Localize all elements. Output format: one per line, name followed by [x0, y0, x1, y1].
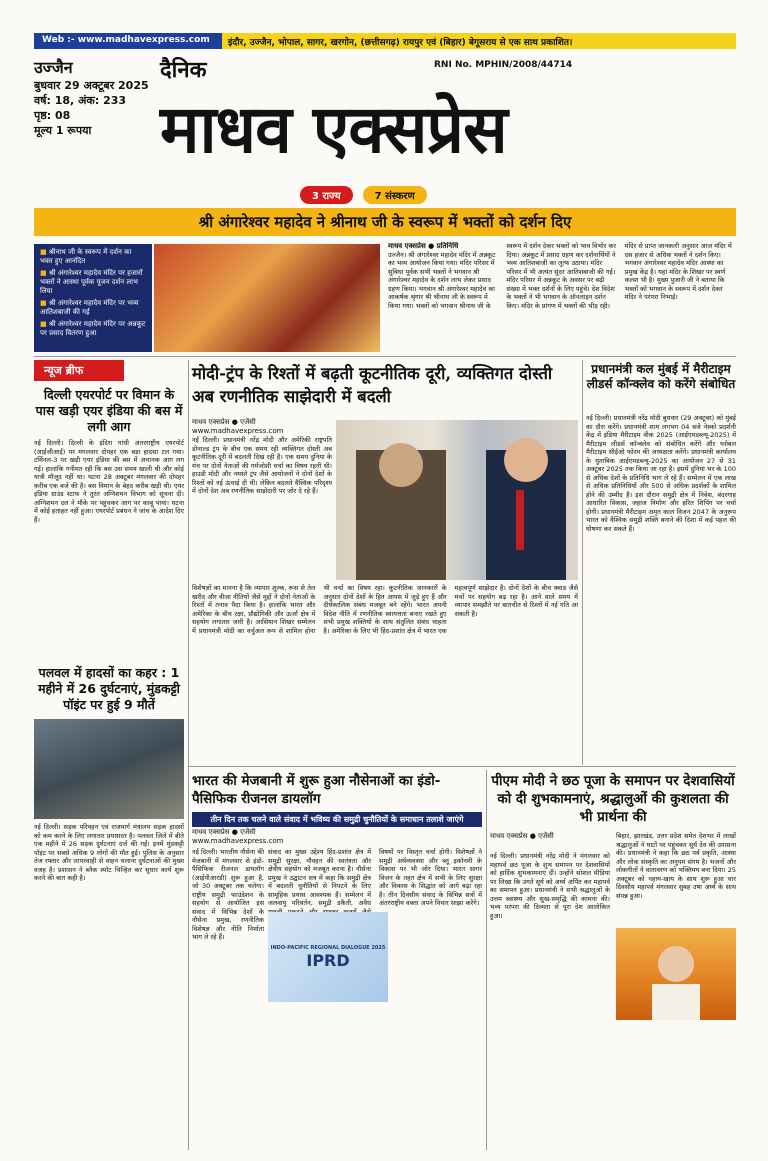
top-story-byline: माधव एक्सप्रेस ● प्रतिनिधि: [388, 242, 459, 250]
iprd-headline[interactable]: भारत की मेजबानी में शुरू हुआ नौसेनाओं का इंडो-पैसिफिक रीजनल डायलॉग: [192, 773, 441, 807]
modi-portrait-art: [616, 928, 736, 1020]
chhath-byline: माधव एक्सप्रेस ● एजेंसी: [490, 832, 554, 840]
chhath-body-2: बिहार, झारखंड, उत्तर प्रदेश समेत देशभर में लाखों श्रद्धालुओं ने घाटों पर पहुंचकर सूर्य देव की उपासना की। प्रधानमंत्री ने कहा कि छठ पर्व प्रकृति, आस्था और लोक संस्कृति का अनुपम संगम है। भजनों और लोकगीतों ने वातावरण को भक्तिमय बना दिया। 25 अक्टूबर को नहाय-खाय के साथ शुरू हुआ चार दिवसीय महापर्व मंगलवार सुबह उषा अर्घ्य के साथ संपन्न हुआ।: [616, 832, 736, 900]
modi-trump-headline[interactable]: मोदी-ट्रंप के रिश्तों में बढ़ती कूटनीतिक दूरी, व्यक्तिगत दोस्ती अब रणनीतिक साझेदारी में बदली: [192, 364, 553, 406]
divider: [188, 360, 189, 1150]
issue-date: बुधवार 29 अक्टूबर 2025: [34, 79, 149, 92]
newspaper-title: माधव एक्सप्रेस: [160, 90, 507, 168]
news-brief-column: [34, 360, 184, 1140]
iprd-body-2: संवाद का मुख्य उद्देश्य हिंद-प्रशांत क्षेत्र में समुद्री सुरक्षा, नौवहन की स्वतंत्रता और क्षेत्रीय सहयोग को मजबूत करना है। नौसेना प्रमुख ने उद्घाटन सत्र में कहा कि समुद्री क्षेत्र में बदलती चुनौतियों से निपटने के लिए सामूहिक प्रयास आवश्यक हैं। सम्मेलन में जलवायु परिवर्तन, समुद्री डकैती, अवैध विषयों पर विस्तृत चर्चा होगी। विशेषज्ञों ने समुद्री अर्थव्यवस्था और ब्लू इकॉनमी के विकास पर भी जोर दिया। भारत सागर विजन के तहत क्षेत्र में सभी के लिए सुरक्षा और विकास के सिद्धांत को आगे बढ़ा रहा है। तीन दिवसीय संवाद के विभिन्न सत्रों में अंतरराष्ट्रीय वक्ता अपने विचार साझा करेंगे।: [268, 848, 482, 907]
bullet-item: ■ श्री अंगारेश्वर महादेव मंदिर पर हजारों भक्तों ने आस्था पूर्वक पूजन दर्शन लाभ लिया: [40, 269, 146, 296]
divider: [486, 770, 487, 1150]
top-story-body: [388, 242, 736, 354]
divider: [582, 360, 583, 765]
divider: [34, 356, 736, 357]
byline-agency: माधव एक्सप्रेस ● एजेंसी: [192, 418, 256, 426]
accident-photo: [34, 719, 184, 819]
edition-pills: [300, 186, 427, 204]
modi-trump-body-2: विशेषज्ञों का मानना है कि व्यापार शुल्क, रूस से तेल खरीद और वीजा नीतियों जैसे मुद्दों ने दोनों नेताओं के रिश्तों में तनाव पैदा किया है। हालांकि भारत और अमेरिका के बीच रक्षा, प्रौद्योगिकी और ऊर्जा क्षेत्र में सहयोग लगातार जारी है। आसियान शिखर सम्मेलन में प्रधानमंत्री मोदी का वर्चुअल रूप से शामिल होना भी चर्चा का विषय रहा। कूटनीतिक जानकारों के अनुसार दोनों देशों के हित आपस में जुड़े हुए हैं और दीर्घकालिक संबंध मजबूत बने रहेंगे। भारत अपनी विदेश नीति में रणनीतिक स्वायत्तता बनाए रखते हुए सभी प्रमुख शक्तियों के साथ संतुलित संबंध चाहता है। अमेरिका के लिए भी हिंद-प्रशांत क्षेत्र में भारत एक महत्वपूर्ण साझेदार है। दोनों देशों के बीच क्वाड जैसे मंचों पर सहयोग बढ़ रहा है। आने वाले समय में व्यापार समझौते पर बातचीत से रिश्तों में नई गति आ सकती है।: [192, 584, 578, 635]
iprd-poster-logo: IPRD: [306, 950, 350, 970]
editions-label: इंदौर, उज्जैन, भोपाल, सागर, खरगोन, (छत्तीसगढ़) रायपुर एवं (बिहार) बेगूसराय से एक साथ प्रकाशित।: [222, 33, 736, 49]
byline-agency: माधव एक्सप्रेस ● एजेंसी: [192, 828, 256, 836]
modi-trump-body-1: नई दिल्ली। प्रधानमंत्री नरेंद्र मोदी और अमेरिकी राष्ट्रपति डोनाल्ड ट्रंप के बीच एक समय रही व्यक्तिगत दोस्ती अब कूटनीतिक दूरी में बदलती दिख रही है। एक समय दुनिया के मंच पर दोनों नेताओं की गर्मजोशी चर्चा का विषय रहती थी। हाउडी मोदी और नमस्ते ट्रंप जैसे आयोजनों ने दोनों देशों के रिश्तों को नई ऊंचाई दी थी। लेकिन बदलते वैश्विक परिदृश्य में दोनों देश अब रणनीतिक साझेदारी पर जोर दे रहे हैं।: [192, 436, 332, 495]
bullet-item: ■ श्रीनाथ जी के स्वरूप में दर्शन का भक्त हुए आनंदित: [40, 248, 146, 266]
edition-city: उज्जैन: [34, 58, 73, 77]
maritime-headline[interactable]: प्रधानमंत्री कल मुंबई में मैरीटाइम लीडर्स कॉन्क्लेव को करेंगे संबोधित: [586, 362, 736, 391]
top-strip: [34, 33, 736, 49]
bullet-item: ■ श्री अंगारेश्वर महादेव मंदिर पर अन्नकूट पर प्रसाद वितरण हुआ: [40, 320, 146, 338]
maritime-body: नई दिल्ली। प्रधानमंत्री नरेंद्र मोदी बुधवार (29 अक्टूबर) को मुंबई का दौरा करेंगे। प्रधानमंत्री शाम लगभग 04 बजे नेस्को प्रदर्शनी केंद्र में इंडिया मैरीटाइम वीक 2025 (आईएमडब्ल्यू-2025) में मैरीटाइम लीडर्स कॉन्क्लेव को संबोधित करेंगे और ग्लोबल मैरीटाइम सीईओ फोरम की अध्यक्षता करेंगे। प्रधानमंत्री कार्यालय के मुताबिक आईएमडब्ल्यू-2025 का आयोजन 27 से 31 अक्टूबर 2025 तक किया जा रहा है। इसमें दुनिया भर के 100 से अधिक देशों के प्रतिनिधि भाग ले रहे हैं। सम्मेलन में एक लाख से अधिक प्रतिनिधियों और 500 से अधिक प्रदर्शकों के शामिल होने की उम्मीद है। इस दौरान समुद्री क्षेत्र में निवेश, बंदरगाह आधारित विकास, जहाज निर्माण और हरित शिपिंग पर चर्चा होगी। प्रधानमंत्री मैरीटाइम अमृत काल विजन 2047 के अनुरूप भारत को वैश्विक समुद्री शक्ति बनाने की दिशा में कई पहल की घोषणा कर सकते हैं।: [586, 414, 736, 533]
chhath-body-1: नई दिल्ली। प्रधानमंत्री नरेंद्र मोदी ने मंगलवार को महापर्व छठ पूजा के शुभ समापन पर देशवासियों को हार्दिक शुभकामनाएं दीं। उन्होंने सोशल मीडिया पर लिखा कि उगते सूर्य को अर्घ्य अर्पित कर महापर्व का समापन हुआ। प्रधानमंत्री ने सभी श्रद्धालुओं के उत्तम स्वास्थ्य और सुख-समृद्धि की कामना की। भव्य परंपरा की दिव्यता से पूरा देश आलोकित हुआ।: [490, 852, 610, 920]
bullet-item: ■ श्री अंगारेश्वर महादेव मंदिर पर भव्य आतिशबाजी की गई: [40, 299, 146, 317]
byline-url[interactable]: www.madhavexpress.com: [192, 837, 284, 845]
palwal-accidents-headline[interactable]: पलवल में हादसों का कहर : 1 महीने में 26 दुर्घटनाएं, मुंडकट्टी पॉइंट पर हुई 9 मौतें: [38, 665, 180, 712]
daily-label: दैनिक: [160, 57, 207, 83]
airport-fire-body: नई दिल्ली। दिल्ली के इंदिरा गांधी अंतरराष्ट्रीय एयरपोर्ट (आईजीआई) पर मंगलवार दोपहर एक बड़ा हादसा टल गया। टर्मिनल-3 पर खड़ी एयर इंडिया की बस में अचानक आग लग गई। हालांकि गनीमत रही कि बस उस समय खाली थी और कोई यात्री मौजूद नहीं था। घटना 28 अक्टूबर मंगलवार की दोपहर करीब एक बजे की है। बस विमान के बेहद करीब खड़ी थी। एयर इंडिया ग्राउंड स्टाफ ने तुरंत अग्निशमन विभाग को सूचना दी। अग्निशमन दल ने मौके पर पहुंचकर आग पर काबू पाया। घटना में कोई हताहत नहीं हुआ। एयरपोर्ट प्रबंधन ने जांच के आदेश दिए हैं।: [34, 439, 184, 524]
rni-number: RNI No. MPHIN/2008/44714: [434, 60, 573, 70]
airport-fire-headline[interactable]: दिल्ली एयरपोर्ट पर विमान के पास खड़ी एयर इंडिया की बस में लगी आग: [35, 387, 183, 434]
modi-trump-photo: [336, 420, 578, 580]
masthead-info: [34, 58, 154, 138]
iprd-poster: [268, 912, 388, 1002]
modi-trump-byline: [192, 418, 322, 436]
divider: [188, 766, 736, 767]
states-pill: 3 राज्य: [300, 186, 353, 204]
editions-pill: 7 संस्करण: [363, 186, 427, 204]
page-count: पृष्ठ: 08: [34, 109, 71, 122]
website-label[interactable]: Web :- www.madhavexpress.com: [34, 33, 222, 49]
iprd-body-1: नई दिल्ली। भारतीय नौसेना की मेजबानी में मंगलवार से इंडो-पैसिफिक रीजनल डायलॉग (आईपीआरडी) शुरू हुआ है, जो 30 अक्टूबर तक चलेगा। राष्ट्रीय समुद्री फाउंडेशन के सहयोग से आयोजित इस संवाद में विभिन्न देशों के नौसेना प्रमुख, रणनीतिक विशेषज्ञ और नीति निर्माता भाग ले रहे हैं।: [192, 848, 264, 941]
lead-headline[interactable]: श्री अंगारेश्वर महादेव ने श्रीनाथ जी के स्वरूप में भक्तों को दर्शन दिए: [34, 208, 736, 236]
iprd-byline: [192, 828, 332, 846]
leaders-photo-art: [336, 420, 578, 580]
chhath-headline[interactable]: पीएम मोदी ने छठ पूजा के समापन पर देशवासियों को दी शुभकामनाएं, श्रद्धालुओं की कुशलता की भी प्रार्थना की: [491, 773, 735, 825]
iprd-subheadline: तीन दिन तक चलने वाले संवाद में भविष्य की समुद्री चुनौतियों के समाधान तलाशे जाएंगे: [192, 812, 482, 827]
top-story-bullets: [34, 244, 152, 352]
palwal-accidents-body: नई दिल्ली। सड़क परिवहन एवं राजमार्ग मंत्रालय सड़क हादसों को कम करने के लिए लगातार प्रयासरत है। पलवल जिले में बीते एक महीने में 26 सड़क दुर्घटनाएं दर्ज की गईं। इनमें मुंडकट्टी पॉइंट पर सबसे अधिक 9 लोगों की मौत हुई। पुलिस के अनुसार तेज रफ्तार और लापरवाही से वाहन चलाना दुर्घटनाओं की मुख्य वजह है। प्रशासन ने ब्लैक स्पॉट चिन्हित कर सुधार कार्य शुरू करने की बात कही है।: [34, 823, 184, 882]
modi-photo: [616, 928, 736, 1020]
news-brief-tag: न्यूज ब्रीफ: [34, 360, 124, 381]
price: मूल्य 1 रूपया: [34, 124, 92, 137]
byline-url[interactable]: www.madhavexpress.com: [192, 427, 284, 435]
issue-volume: वर्ष: 18, अंक: 233: [34, 94, 127, 107]
top-story-text: उज्जैन। श्री अंगारेश्वर महादेव मंदिर में अन्नकूट का भव्य आयोजन किया गया। मंदिर परिसर में सुबिधा पूर्वक सभी भक्तों ने भगवान श्री अंगारेश्वर महादेव के दर्शन लाभ लेकर प्रसाद ग्रहण किया। भगवान श्री अंगारेश्वर महादेव का आकर्षक श्रृंगार श्री श्रीनाथ जी के स्वरूप में किया गया। भक्तों को भगवान श्रीनाथ जी के स्वरूप में दर्शन देकर भक्तों को भाव विभोर कर दिया। अन्नकूट में प्रसाद ग्रहण कर दर्शनार्थियों ने भव्य आतिशबाजी का लुत्फ उठाया। मंदिर परिसर में भी अत्यंत सुंदर आतिशबाजी की गई। मंदिर परिसर में अन्नकूट के अवसर पर बढ़ी संख्या में भक्त दर्शनों के लिए पहुंचे। देश विदेश के भक्तों ने भी भगवान के ऑनलाइन दर्शन किए। मंदिर के प्रांगण में भक्तों की भीड़ रही। मंदिर से प्राप्त जानकारी अनुसार आज मंदिर में दस हजार से अधिक भक्तों ने दर्शन किए। भगवान अंगारेश्वर महादेव मंदिर आस्था का प्रमुख केंद्र है। यहां मंदिर के शिखर पर स्वर्ण कलश भी है। मुख्य पुजारी जी ने बताया कि भक्तों को भगवान के स्वरूप में दर्शन देकर मंदिर ने परंपरा निभाई।: [388, 242, 732, 310]
temple-photo: [154, 244, 380, 352]
iprd-poster-caption: INDO-PACIFIC REGIONAL DIALOGUE 2025: [270, 944, 386, 951]
